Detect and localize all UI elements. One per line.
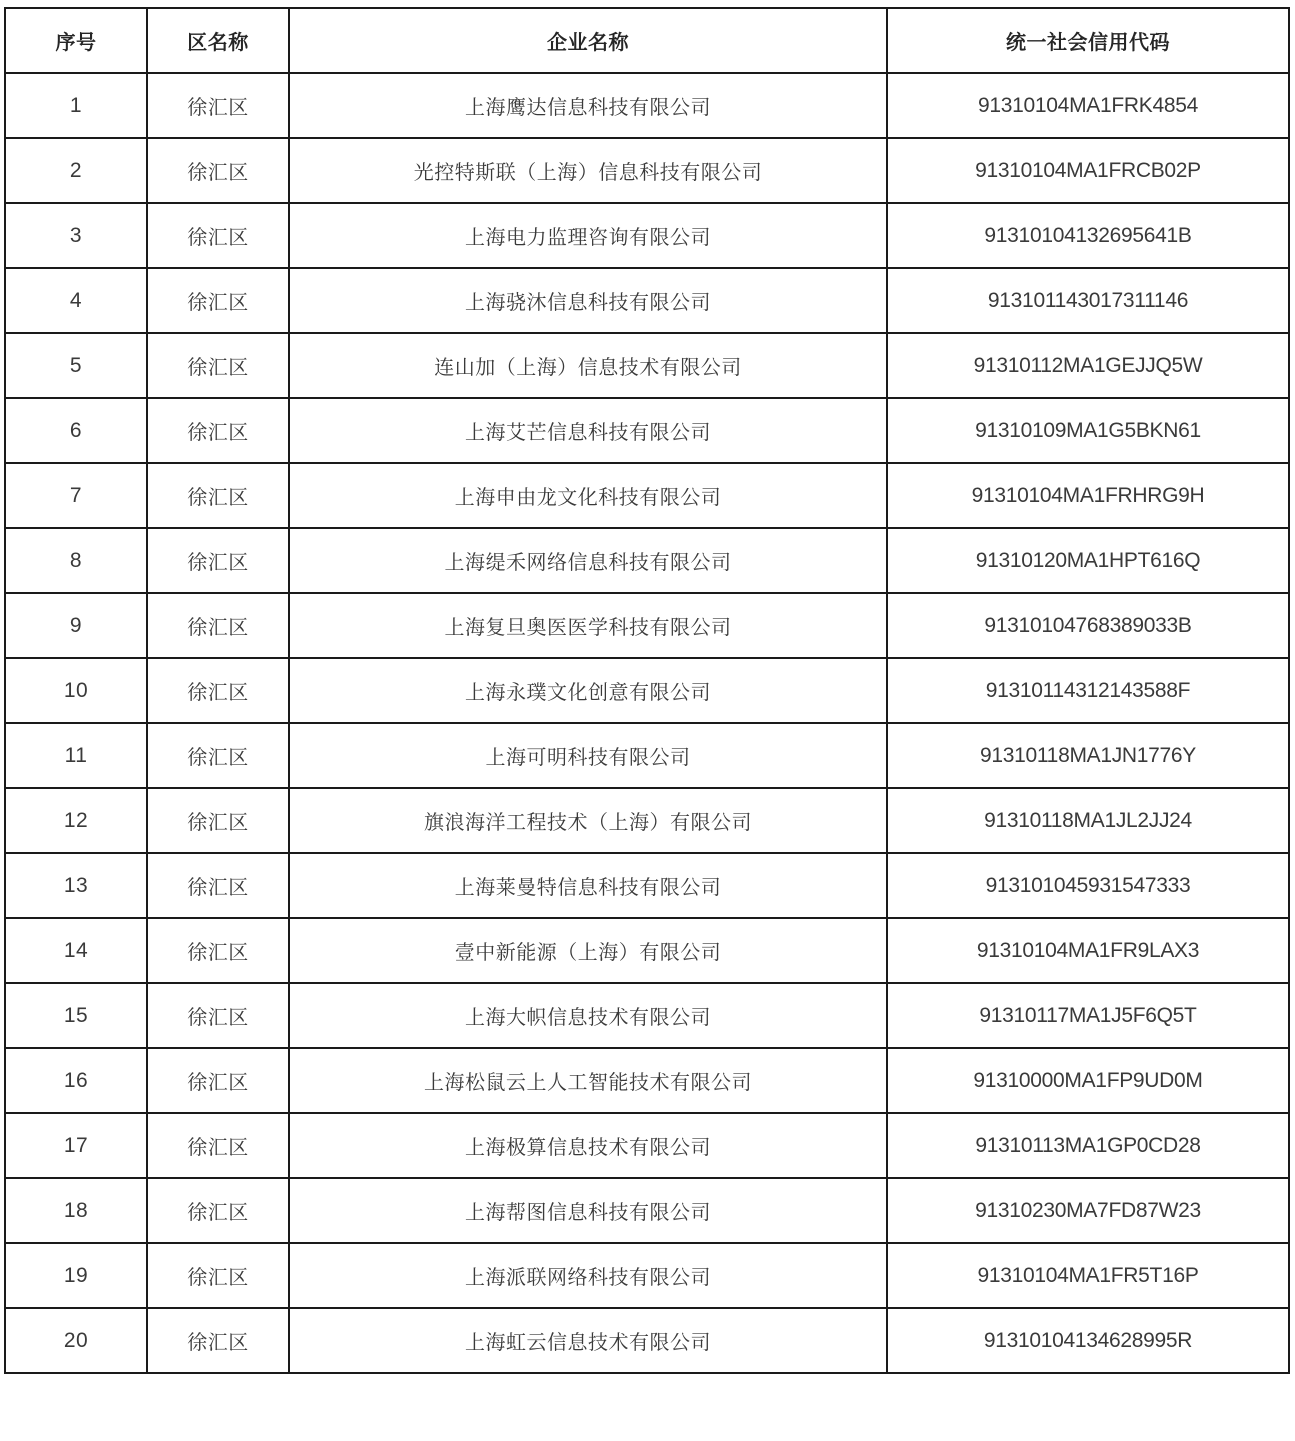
- cell-district: 徐汇区: [147, 528, 289, 593]
- cell-index: 10: [5, 658, 147, 723]
- cell-credit-code: 91310114312143588F: [887, 658, 1289, 723]
- cell-district: 徐汇区: [147, 658, 289, 723]
- table-row: [5, 398, 1289, 463]
- cell-district: 徐汇区: [147, 788, 289, 853]
- cell-credit-code: 91310113MA1GP0CD28: [887, 1113, 1289, 1178]
- header-district: 区名称: [147, 8, 289, 73]
- cell-company: 上海艾芒信息科技有限公司: [289, 398, 887, 463]
- table-row: [5, 138, 1289, 203]
- cell-district: 徐汇区: [147, 463, 289, 528]
- cell-credit-code: 91310104MA1FR5T16P: [887, 1243, 1289, 1308]
- cell-index: 4: [5, 268, 147, 333]
- cell-district: 徐汇区: [147, 1243, 289, 1308]
- cell-credit-code: 91310104MA1FR9LAX3: [887, 918, 1289, 983]
- cell-credit-code: 913101143017311146: [887, 268, 1289, 333]
- cell-index: 8: [5, 528, 147, 593]
- cell-index: 20: [5, 1308, 147, 1373]
- header-company: 企业名称: [289, 8, 887, 73]
- cell-company: 上海申由龙文化科技有限公司: [289, 463, 887, 528]
- cell-index: 6: [5, 398, 147, 463]
- cell-district: 徐汇区: [147, 203, 289, 268]
- cell-index: 18: [5, 1178, 147, 1243]
- table-row: [5, 983, 1289, 1048]
- cell-credit-code: 91310104MA1FRHRG9H: [887, 463, 1289, 528]
- table-row: [5, 918, 1289, 983]
- cell-credit-code: 91310118MA1JL2JJ24: [887, 788, 1289, 853]
- cell-company: 旗浪海洋工程技术（上海）有限公司: [289, 788, 887, 853]
- cell-index: 7: [5, 463, 147, 528]
- cell-credit-code: 91310117MA1J5F6Q5T: [887, 983, 1289, 1048]
- cell-company: 上海缇禾网络信息科技有限公司: [289, 528, 887, 593]
- cell-credit-code: 91310104768389033B: [887, 593, 1289, 658]
- cell-district: 徐汇区: [147, 983, 289, 1048]
- cell-district: 徐汇区: [147, 398, 289, 463]
- cell-company: 上海极算信息技术有限公司: [289, 1113, 887, 1178]
- cell-district: 徐汇区: [147, 1048, 289, 1113]
- cell-company: 上海骁沐信息科技有限公司: [289, 268, 887, 333]
- cell-district: 徐汇区: [147, 138, 289, 203]
- cell-company: 上海电力监理咨询有限公司: [289, 203, 887, 268]
- cell-credit-code: 91310104132695641B: [887, 203, 1289, 268]
- cell-company: 上海鹰达信息科技有限公司: [289, 73, 887, 138]
- cell-district: 徐汇区: [147, 1308, 289, 1373]
- header-credit-code: 统一社会信用代码: [887, 8, 1289, 73]
- cell-index: 2: [5, 138, 147, 203]
- cell-district: 徐汇区: [147, 918, 289, 983]
- cell-company: 上海松鼠云上人工智能技术有限公司: [289, 1048, 887, 1113]
- cell-index: 13: [5, 853, 147, 918]
- cell-index: 14: [5, 918, 147, 983]
- cell-company: 上海莱曼特信息科技有限公司: [289, 853, 887, 918]
- table-row: [5, 1178, 1289, 1243]
- cell-credit-code: 913101045931547333: [887, 853, 1289, 918]
- header-index: 序号: [5, 8, 147, 73]
- cell-index: 5: [5, 333, 147, 398]
- cell-company: 上海永璞文化创意有限公司: [289, 658, 887, 723]
- table-row: [5, 268, 1289, 333]
- cell-credit-code: 91310230MA7FD87W23: [887, 1178, 1289, 1243]
- cell-credit-code: 91310118MA1JN1776Y: [887, 723, 1289, 788]
- cell-index: 12: [5, 788, 147, 853]
- header-row: [5, 8, 1289, 73]
- cell-company: 上海大帜信息技术有限公司: [289, 983, 887, 1048]
- table-row: [5, 333, 1289, 398]
- cell-company: 光控特斯联（上海）信息科技有限公司: [289, 138, 887, 203]
- cell-district: 徐汇区: [147, 593, 289, 658]
- cell-index: 19: [5, 1243, 147, 1308]
- table-row: [5, 1308, 1289, 1373]
- cell-company: 上海派联网络科技有限公司: [289, 1243, 887, 1308]
- table-row: [5, 73, 1289, 138]
- cell-credit-code: 91310104MA1FRCB02P: [887, 138, 1289, 203]
- table-row: [5, 528, 1289, 593]
- cell-company: 上海可明科技有限公司: [289, 723, 887, 788]
- cell-district: 徐汇区: [147, 723, 289, 788]
- cell-district: 徐汇区: [147, 268, 289, 333]
- cell-credit-code: 91310120MA1HPT616Q: [887, 528, 1289, 593]
- cell-index: 15: [5, 983, 147, 1048]
- cell-company: 上海复旦奥医医学科技有限公司: [289, 593, 887, 658]
- cell-district: 徐汇区: [147, 333, 289, 398]
- cell-credit-code: 91310104MA1FRK4854: [887, 73, 1289, 138]
- table-row: [5, 853, 1289, 918]
- cell-credit-code: 91310000MA1FP9UD0M: [887, 1048, 1289, 1113]
- cell-district: 徐汇区: [147, 73, 289, 138]
- cell-district: 徐汇区: [147, 1113, 289, 1178]
- cell-index: 16: [5, 1048, 147, 1113]
- cell-credit-code: 91310104134628995R: [887, 1308, 1289, 1373]
- cell-index: 11: [5, 723, 147, 788]
- table-row: [5, 788, 1289, 853]
- cell-company: 连山加（上海）信息技术有限公司: [289, 333, 887, 398]
- table-row: [5, 593, 1289, 658]
- table-row: [5, 1048, 1289, 1113]
- table-body: [5, 73, 1289, 1373]
- cell-district: 徐汇区: [147, 1178, 289, 1243]
- cell-credit-code: 91310112MA1GEJJQ5W: [887, 333, 1289, 398]
- cell-company: 上海帮图信息科技有限公司: [289, 1178, 887, 1243]
- table-row: [5, 203, 1289, 268]
- table-row: [5, 463, 1289, 528]
- table-row: [5, 1243, 1289, 1308]
- table-row: [5, 658, 1289, 723]
- company-table: [4, 7, 1290, 1374]
- cell-district: 徐汇区: [147, 853, 289, 918]
- table-row: [5, 1113, 1289, 1178]
- cell-company: 壹中新能源（上海）有限公司: [289, 918, 887, 983]
- table-row: [5, 723, 1289, 788]
- cell-index: 17: [5, 1113, 147, 1178]
- cell-credit-code: 91310109MA1G5BKN61: [887, 398, 1289, 463]
- cell-index: 3: [5, 203, 147, 268]
- cell-index: 9: [5, 593, 147, 658]
- cell-company: 上海虹云信息技术有限公司: [289, 1308, 887, 1373]
- cell-index: 1: [5, 73, 147, 138]
